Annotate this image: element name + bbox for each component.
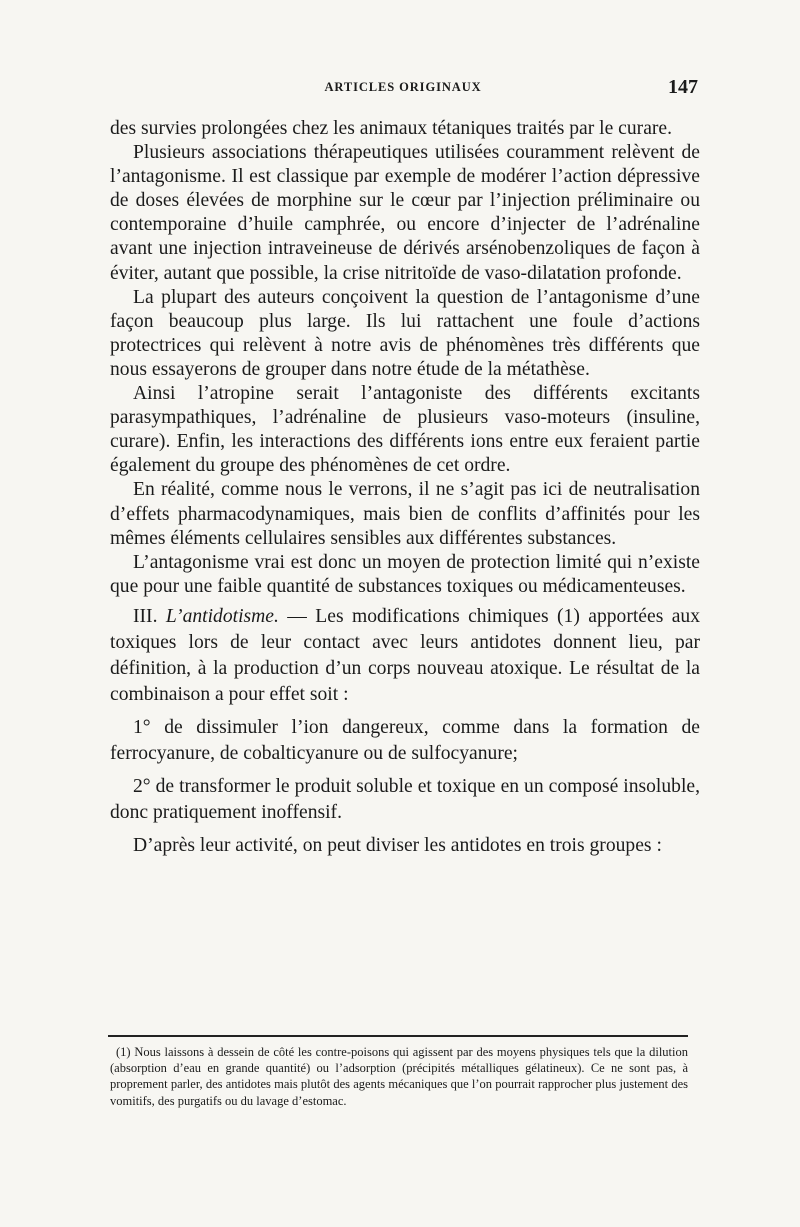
paragraph-reality: En réalité, comme nous le verrons, il ne s’agit pas ici de neutralisation d’effets pharmacodynamiques, mais bien de conflits d’affinités pour les mêmes éléments cellulaires sensibles aux différentes substances. (110, 479, 700, 549)
page-number: 147 (668, 76, 698, 98)
body-text (110, 117, 700, 859)
paragraph-atropine: Ainsi l’atropine serait l’antagoniste des différents excitants parasympathiques, l’adrénaline de plusieurs vaso-moteurs (insuline, curare). Enfin, les interactions des différents ions entre eux feraient partie également du groupe des phénomènes de cet ordre. (110, 383, 700, 477)
section-title: L’antidotisme. (165, 605, 279, 627)
page-header (108, 76, 698, 100)
section-text: — Les modifications chimiques (1) apportées aux toxiques lors de leur contact avec leurs antidotes donnent lieu, par définition, à la production d’un corps nouveau atoxique. Le résultat de la combinaison a pour effet soit : (110, 605, 700, 705)
footnote-divider (108, 1035, 688, 1037)
paragraph-continued: des survies prolongées chez les animaux tétaniques traités par le curare. (110, 118, 673, 139)
list-item-2: 2° de transformer le produit soluble et toxique en un composé insoluble, donc pratiquement inoffensif. (110, 775, 700, 823)
list-item-1: 1° de dissimuler l’ion dangereux, comme dans la formation de ferrocyanure, de cobalticyanure ou de sulfocyanure; (110, 716, 700, 764)
section-number: III. (133, 605, 158, 627)
paragraph-true-antagonism: L’antagonisme vrai est donc un moyen de protection limité qui n’existe que pour une faible quantité de substances toxiques ou médicamenteuses. (110, 551, 700, 597)
section-antidotism (110, 604, 700, 708)
paragraph-groups: D’après leur activité, on peut diviser les antidotes en trois groupes : (133, 834, 662, 856)
paragraph-antagonism-broad: La plupart des auteurs conçoivent la question de l’antagonisme d’une façon beaucoup plus large. Ils lui rattachent une foule d’actions protectrices qui relèvent à notre avis de phénomènes très différents que nous essayerons de grouper dans notre étude de la métathèse. (110, 286, 700, 380)
running-head: ARTICLES ORIGINAUX (324, 80, 482, 94)
footnote: (1) Nous laissons à dessein de côté les contre-poisons qui agissent par des moyens physiques tels que la dilution (absorption d’eau en grande quantité) ou l’adsorption (précipités métalliques gélatineux). Ce ne sont pas, à proprement parler, des antidotes mais plutôt des agents mécaniques que l’on pourrait rapprocher plus justement des vomitifs, des purgatifs ou du lavage d’estomac. (110, 1045, 688, 1108)
paragraph-associations: Plusieurs associations thérapeutiques utilisées couramment relèvent de l’antagonisme. Il est classique par exemple de modérer l’action dépressive de doses élevées de morphine sur le cœur par l’injection préliminaire ou contemporaine d’huile camphrée, ou encore d’injecter de l’adrénaline avant une injection intraveineuse de dérivés arsénobenzoliques de façon à éviter, autant que possible, la crise nitritoïde de vaso-dilatation profonde. (110, 142, 700, 284)
